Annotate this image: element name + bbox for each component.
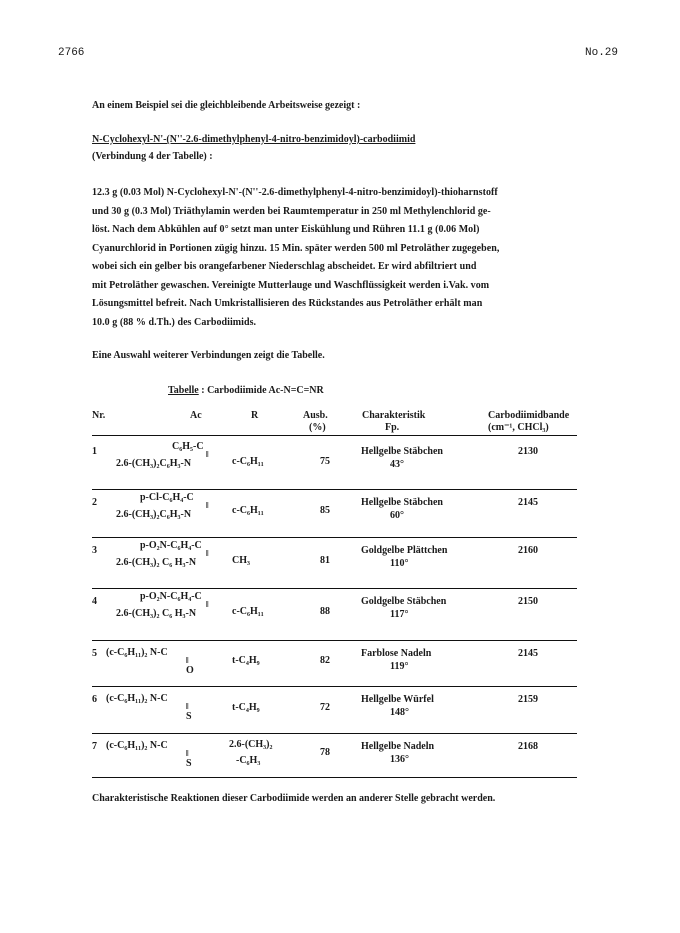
yield: 81 [320,555,330,566]
procedure-line: löst. Nach dem Abkühlen auf 0° setzt man unter Eiskühlung und Rühren 11.1 g (0.06 Mol) [92,224,480,235]
melting-point: 43° [390,459,404,470]
r-group: c-C₆H₁₁ [232,505,264,516]
ac-formula-top: p-Cl-C₆H₄-C [140,492,194,503]
footer-line: Charakteristische Reaktionen dieser Carbodiimide werden an anderer Stelle gebracht werden. [92,793,496,804]
row-rule [92,588,577,589]
col-band-unit: (cm⁻¹, CHCl₃) [488,422,549,433]
r-group: t-C₄H₉ [232,655,260,666]
ac-formula-top: p-O₂N-C₆H₄-C [140,540,202,551]
table-caption-text: : Carbodiimide Ac-N=C=NR [201,385,324,396]
yield: 82 [320,655,330,666]
characteristic: Goldgelbe Plättchen [361,545,448,556]
row-nr: 5 [92,648,97,659]
melting-point: 136° [390,754,409,765]
col-r: R [251,410,259,421]
page-number: 2766 [58,47,85,59]
selection-line: Eine Auswahl weiterer Verbindungen zeigt die Tabelle. [92,350,325,361]
r-group: c-C₆H₁₁ [232,456,264,467]
r-group: CH₃ [232,555,250,566]
ac-formula-bottom: S [186,758,192,769]
r-group: t-C₄H₉ [232,702,260,713]
ac-double-bond: ‖ [206,549,209,558]
row-nr: 1 [92,446,97,457]
ac-formula-top: (c-C₆H₁₁)₂ N-C [106,693,168,704]
procedure-line: Cyanurchlorid in Portionen zügig hinzu. 15 Min. später werden 500 ml Petroläther zugegeben, [92,242,500,254]
row-rule [92,733,577,734]
ac-formula-bottom: O [186,665,194,676]
characteristic: Hellgelbe Würfel [361,694,434,705]
ac-formula-top: (c-C₆H₁₁)₂ N-C [106,740,168,751]
col-band: Carbodiimidbande [488,410,570,421]
ac-double-bond: ‖ [186,702,189,711]
yield: 75 [320,456,330,467]
row-rule [92,777,577,778]
row-rule [92,537,577,538]
yield: 72 [320,702,330,713]
ac-double-bond: ‖ [186,656,189,665]
ac-double-bond: ‖ [206,450,209,459]
procedure-line: 10.0 g (88 % d.Th.) des Carbodiimids. [92,316,257,328]
melting-point: 60° [390,510,404,521]
carbodiimide-band: 2130 [518,446,538,457]
row-nr: 2 [92,497,97,508]
carbodiimide-band: 2168 [518,741,538,752]
row-nr: 7 [92,741,97,752]
table-caption [168,385,324,396]
procedure-line: 12.3 g (0.03 Mol) N-Cyclohexyl-N'-(N''-2.6-dimethylphenyl-4-nitro-benzimidoyl)-thioharnstoff [92,187,498,198]
r-group: c-C₆H₁₁ [232,606,264,617]
col-ausb-unit: (%) [309,422,326,433]
carbodiimide-band: 2159 [518,694,538,705]
yield: 88 [320,606,330,617]
carbodiimide-band: 2145 [518,648,538,659]
procedure-line: und 30 g (0.3 Mol) Triäthylamin werden bei Raumtemperatur in 250 ml Methylenchlorid ge- [92,205,491,217]
row-nr: 4 [92,596,97,607]
characteristic: Farblose Nadeln [361,648,432,659]
characteristic: Hellgelbe Stäbchen [361,497,443,508]
procedure-line: wobei sich ein gelber bis orangefarbener Niederschlag abscheidet. Er wird abfiltriert und [92,261,477,272]
ac-formula-bottom: 2.6-(CH₃)₂ C₆ H₃-N [116,608,197,619]
ac-formula-bottom: 2.6-(CH₃)₂C₆H₃-N [116,458,192,469]
r-group-line2: -C₆H₃ [236,755,261,766]
col-characteristic: Charakteristik [362,410,426,421]
row-nr: 3 [92,545,97,556]
melting-point: 110° [390,558,409,569]
ac-formula-top: C₆H₅-C [172,441,204,452]
yield: 78 [320,747,330,758]
compound-subtitle: (Verbindung 4 der Tabelle) : [92,151,213,162]
carbodiimide-band: 2150 [518,596,538,607]
row-rule [92,489,577,490]
ac-double-bond: ‖ [206,501,209,510]
col-fp: Fp. [385,422,400,433]
ac-formula-bottom: S [186,711,192,722]
ac-formula-bottom: 2.6-(CH₃)₂C₆H₃-N [116,509,192,520]
carbodiimide-band: 2160 [518,545,538,556]
ac-formula-top: (c-C₆H₁₁)₂ N-C [106,647,168,658]
melting-point: 148° [390,707,409,718]
yield: 85 [320,505,330,516]
carbodiimide-band: 2145 [518,497,538,508]
row-rule [92,686,577,687]
procedure-line: mit Petroläther gewaschen. Vereinigte Mutterlauge und Waschflüssigkeit werden i.Vak. vom [92,279,490,291]
characteristic: Goldgelbe Stäbchen [361,596,447,607]
table-header-rule [92,435,577,436]
ac-formula-top: p-O₂N-C₆H₄-C [140,591,202,602]
col-ac: Ac [190,410,202,421]
characteristic: Hellgelbe Stäbchen [361,446,443,457]
compound-heading: N-Cyclohexyl-N'-(N''-2.6-dimethylphenyl-4-nitro-benzimidoyl)-carbodiimid [92,134,416,145]
procedure-line: Lösungsmittel befreit. Nach Umkristallisieren des Rückstandes aus Petroläther erhält man [92,298,483,309]
characteristic: Hellgelbe Nadeln [361,741,435,752]
issue-number: No.29 [585,47,619,59]
col-ausb: Ausb. [303,410,328,421]
table-caption-label: Tabelle [168,385,199,396]
melting-point: 117° [390,609,409,620]
ac-formula-bottom: 2.6-(CH₃)₂ C₆ H₃-N [116,557,197,568]
row-nr: 6 [92,694,97,705]
melting-point: 119° [390,661,409,672]
ac-double-bond: ‖ [206,600,209,609]
r-group: 2.6-(CH₃)₂ [229,739,273,750]
row-rule [92,640,577,641]
col-nr: Nr. [92,410,106,421]
intro-line: An einem Beispiel sei die gleichbleibende Arbeitsweise gezeigt : [92,100,361,111]
ac-double-bond: ‖ [186,749,189,758]
